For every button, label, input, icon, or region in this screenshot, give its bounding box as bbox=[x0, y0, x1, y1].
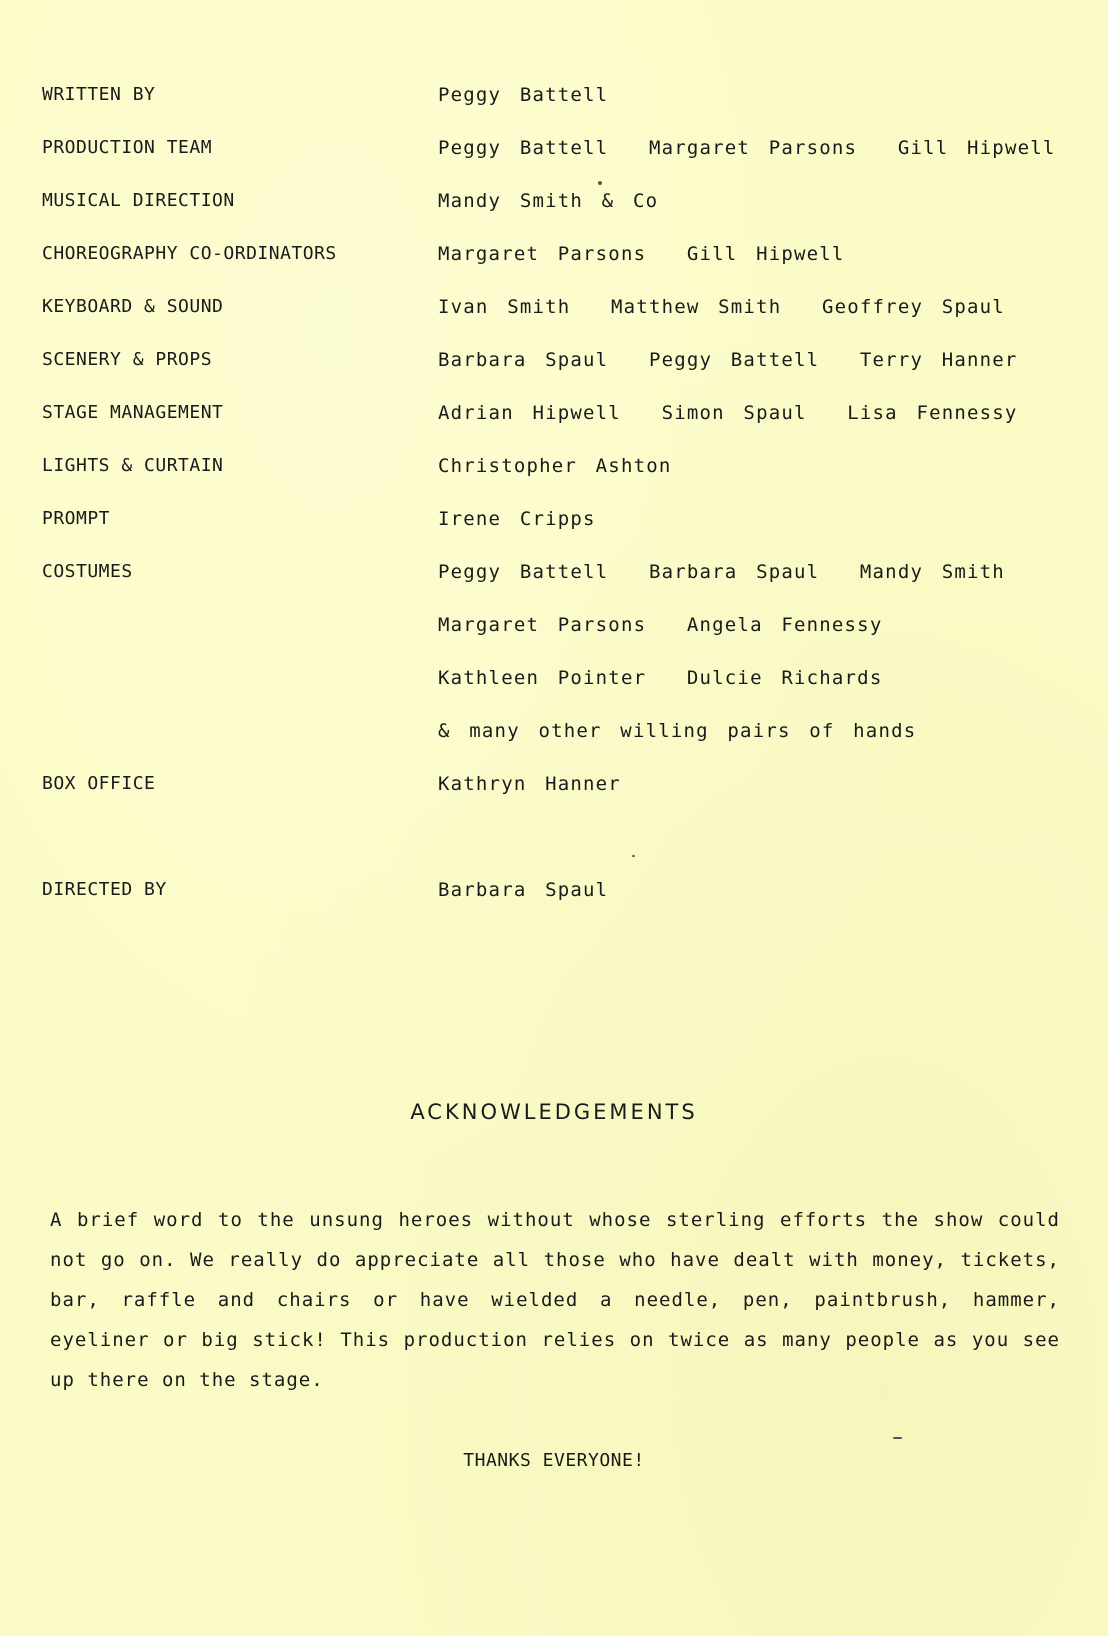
credit-role: DIRECTED BY bbox=[42, 879, 167, 900]
credit-name: Terry Hanner bbox=[859, 349, 1018, 371]
credit-role: COSTUMES bbox=[42, 561, 133, 582]
credit-names bbox=[438, 508, 596, 530]
credit-name: Peggy Battell bbox=[438, 137, 609, 159]
credit-name: Kathleen Pointer bbox=[438, 667, 647, 689]
credit-name: Barbara Spaul bbox=[438, 879, 609, 901]
credit-name: Gill Hipwell bbox=[686, 243, 845, 265]
credit-row bbox=[42, 190, 1062, 243]
credit-name: Irene Cripps bbox=[438, 508, 596, 530]
credit-row bbox=[42, 84, 1062, 137]
credit-name: Barbara Spaul bbox=[438, 349, 609, 371]
credit-names bbox=[438, 349, 1018, 371]
credit-role: MUSICAL DIRECTION bbox=[42, 190, 235, 211]
credit-names bbox=[438, 667, 882, 689]
credit-name: Christopher Ashton bbox=[438, 455, 672, 477]
credit-name: Barbara Spaul bbox=[648, 561, 820, 583]
credit-row bbox=[42, 296, 1062, 349]
credit-names bbox=[438, 561, 1005, 583]
acknowledgements-paragraph: A brief word to the unsung heroes without whose sterling efforts the show could not go on. We really do appreciate all those who have dealt with money, tickets, bar, raffle and chairs or have wielded a needle, pen, paintbrush, hammer, eyeliner or big stick! This production relies on twice as many people as you see up there on the stage. bbox=[50, 1209, 1060, 1391]
credit-row bbox=[42, 614, 1062, 667]
credit-row bbox=[42, 349, 1062, 402]
credit-name: Simon Spaul bbox=[661, 402, 807, 424]
credit-names bbox=[438, 773, 621, 795]
credit-row bbox=[42, 402, 1062, 455]
credit-name: Adrian Hipwell bbox=[438, 402, 621, 424]
credit-names bbox=[438, 137, 1056, 159]
credit-role: STAGE MANAGEMENT bbox=[42, 402, 224, 423]
credit-role: BOX OFFICE bbox=[42, 773, 156, 794]
credit-row bbox=[42, 243, 1062, 296]
credit-names bbox=[438, 720, 916, 742]
credit-role: KEYBOARD & SOUND bbox=[42, 296, 224, 317]
credit-name: Margaret Parsons bbox=[648, 137, 858, 159]
credit-role: PRODUCTION TEAM bbox=[42, 137, 213, 158]
credit-names bbox=[438, 190, 658, 212]
credit-row bbox=[42, 773, 1062, 879]
credit-row bbox=[42, 879, 1062, 932]
credit-row bbox=[42, 137, 1062, 190]
credit-row bbox=[42, 455, 1062, 508]
credit-names bbox=[438, 402, 1018, 424]
credit-name: Peggy Battell bbox=[648, 349, 820, 371]
credit-name: Margaret Parsons bbox=[438, 614, 647, 636]
credits-list bbox=[42, 84, 1062, 932]
credit-name: Dulcie Richards bbox=[686, 667, 883, 689]
credit-names bbox=[438, 296, 1005, 318]
credit-role: SCENERY & PROPS bbox=[42, 349, 213, 370]
credit-role: PROMPT bbox=[42, 508, 111, 529]
credit-name: Mandy Smith & Co bbox=[438, 190, 659, 212]
paper-speck bbox=[632, 855, 635, 857]
credit-names bbox=[438, 243, 845, 265]
credit-names bbox=[438, 84, 608, 106]
credit-name: Margaret Parsons bbox=[438, 243, 647, 265]
credit-name: & many other willing pairs of hands bbox=[438, 720, 917, 742]
credit-role: LIGHTS & CURTAIN bbox=[42, 455, 224, 476]
credit-name: Peggy Battell bbox=[438, 561, 609, 583]
paper-speck bbox=[893, 1437, 902, 1439]
credit-name: Mandy Smith bbox=[859, 561, 1005, 583]
credit-names bbox=[438, 879, 608, 901]
paper-speck bbox=[598, 181, 602, 185]
credit-name: Ivan Smith bbox=[438, 296, 571, 318]
credit-name: Peggy Battell bbox=[438, 84, 609, 106]
credit-row bbox=[42, 720, 1062, 773]
credit-row bbox=[42, 561, 1062, 614]
credit-row bbox=[42, 667, 1062, 720]
credit-name: Kathryn Hanner bbox=[438, 773, 621, 795]
credit-names bbox=[438, 614, 882, 636]
credit-name: Lisa Fennessy bbox=[847, 402, 1018, 424]
credit-role: WRITTEN BY bbox=[42, 84, 156, 105]
credit-row bbox=[42, 508, 1062, 561]
credit-name: Gill Hipwell bbox=[897, 137, 1056, 159]
thanks-line: THANKS EVERYONE! bbox=[463, 1450, 645, 1471]
acknowledgements-heading: ACKNOWLEDGEMENTS bbox=[410, 1100, 698, 1124]
credit-names bbox=[438, 455, 672, 477]
credit-role: CHOREOGRAPHY CO-ORDINATORS bbox=[42, 243, 337, 264]
credit-name: Angela Fennessy bbox=[686, 614, 883, 636]
credit-name: Matthew Smith bbox=[611, 296, 782, 318]
credit-name: Geoffrey Spaul bbox=[821, 296, 1005, 318]
